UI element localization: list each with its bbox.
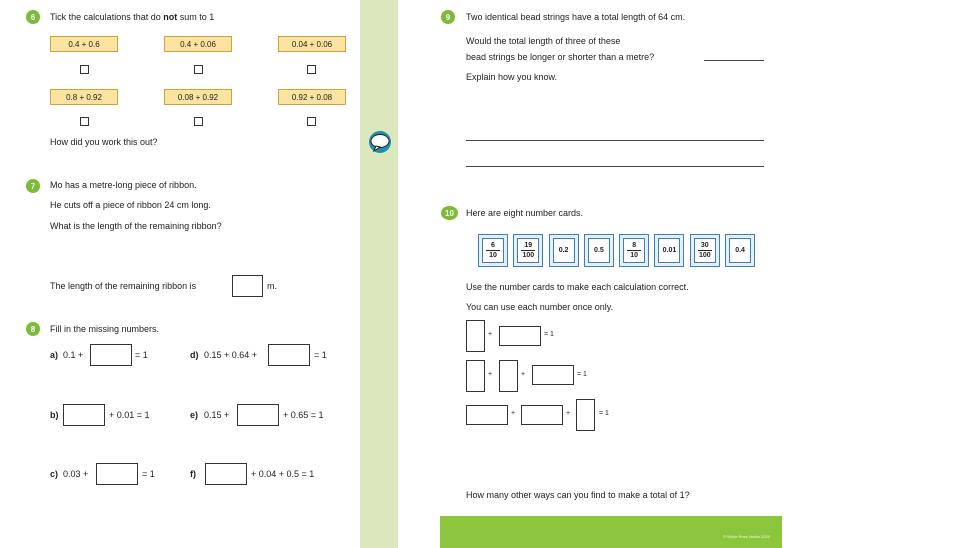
q6-prompt [50, 12, 214, 23]
card-face [588, 238, 610, 263]
q7-answer-unit: m. [267, 281, 277, 291]
plus-sign: + [511, 410, 516, 417]
answer-box-b[interactable] [63, 404, 105, 426]
q10-instruction-2: You can use each number once only. [466, 302, 614, 312]
q6-prompt-pre: Tick the calculations that do [50, 12, 164, 22]
card-denominator: 10 [489, 252, 497, 259]
q8-f-label: f) [190, 469, 196, 479]
plus-sign: + [488, 331, 493, 338]
answer-box-f[interactable] [205, 463, 247, 485]
q6-prompt-bold: not [163, 12, 178, 22]
calc-card: 0.92 + 0.08 [278, 89, 346, 105]
card-face [623, 238, 645, 263]
card-slot[interactable] [499, 326, 541, 346]
card-face [553, 238, 575, 263]
q8-d-label: d) [190, 350, 199, 360]
card-slot[interactable] [466, 360, 485, 392]
answer-box-d[interactable] [268, 344, 310, 366]
card-denominator: 10 [630, 252, 639, 259]
calc-card: 0.4 + 0.6 [50, 36, 118, 52]
card-value: 0.5 [594, 247, 604, 254]
explanation-line[interactable] [466, 166, 764, 167]
q8-c-post: = 1 [142, 469, 155, 479]
question-number-8: 8 [26, 322, 40, 336]
number-cards-row [478, 234, 755, 267]
q8-c-label: c) [50, 469, 59, 479]
number-card[interactable] [654, 234, 684, 267]
q8-a-post: = 1 [135, 350, 148, 360]
q8-a-label: a) [50, 350, 59, 360]
card-numerator: 6 [491, 242, 495, 249]
q9-line3: bead strings be longer or shorter than a metre? [466, 52, 655, 62]
answer-box-c[interactable] [96, 463, 138, 485]
card-slot[interactable] [466, 405, 508, 425]
plus-sign: + [521, 371, 526, 378]
q8-d-post: = 1 [314, 350, 327, 360]
card-slot[interactable] [521, 405, 563, 425]
answer-box-e[interactable] [237, 404, 279, 426]
q8-b-post: + 0.01 = 1 [109, 410, 150, 420]
copyright-text: © White Rose Maths 2020 [723, 534, 770, 539]
tick-checkbox[interactable] [194, 117, 203, 126]
number-card[interactable] [725, 234, 755, 267]
card-denominator: 100 [522, 252, 535, 259]
q9-line4: Explain how you know. [466, 72, 558, 82]
card-face [517, 238, 539, 263]
ribbon-answer-box[interactable] [232, 275, 263, 297]
calc-card: 0.4 + 0.06 [164, 36, 232, 52]
q10-followup: How many other ways can you find to make a total of 1? [466, 490, 690, 500]
answer-box-a[interactable] [90, 344, 132, 366]
explanation-line[interactable] [466, 140, 764, 141]
q7-line1: Mo has a metre-long piece of ribbon. [50, 180, 197, 190]
page-gutter [360, 0, 398, 548]
number-card[interactable] [549, 234, 579, 267]
q9-line2: Would the total length of three of these [466, 36, 621, 46]
card-face [482, 238, 504, 263]
card-numerator: 8 [632, 242, 637, 249]
tick-checkbox[interactable] [194, 65, 203, 74]
card-slot[interactable] [532, 365, 574, 385]
question-number-10: 10 [441, 206, 458, 220]
left-page [0, 0, 360, 548]
q8-e-pre: 0.15 + [204, 410, 230, 420]
equals-one: = 1 [544, 331, 554, 338]
q7-line3: What is the length of the remaining ribbon? [50, 221, 222, 231]
fraction-bar [486, 250, 500, 251]
card-face [694, 238, 716, 263]
q6-followup: How did you work this out? [50, 137, 158, 147]
number-card[interactable] [513, 234, 543, 267]
q7-answer-label: The length of the remaining ribbon is [50, 281, 197, 291]
calc-card: 0.8 + 0.92 [50, 89, 118, 105]
q8-f-post: + 0.04 + 0.5 = 1 [251, 469, 315, 479]
card-denominator: 100 [698, 252, 711, 259]
tick-checkbox[interactable] [80, 65, 89, 74]
fraction-bar [521, 250, 535, 251]
q8-e-post: + 0.65 = 1 [283, 410, 324, 420]
card-face [658, 238, 680, 263]
plus-sign: + [488, 371, 493, 378]
question-number-9: 9 [441, 10, 455, 24]
card-numerator: 19 [524, 242, 533, 249]
answer-line[interactable] [704, 60, 764, 61]
equals-one: = 1 [577, 371, 587, 378]
card-slot[interactable] [466, 320, 485, 352]
card-face [729, 238, 751, 263]
equals-one: = 1 [599, 410, 609, 417]
question-number-7: 7 [26, 179, 40, 193]
right-margin [782, 0, 975, 548]
tick-checkbox[interactable] [307, 117, 316, 126]
card-value: 0.4 [735, 247, 745, 254]
number-card[interactable] [619, 234, 649, 267]
calc-card: 0.04 + 0.06 [278, 36, 346, 52]
q8-c-pre: 0.03 + [63, 469, 89, 479]
q9-line1: Two identical bead strings have a total length of 64 cm. [466, 12, 686, 22]
q8-prompt: Fill in the missing numbers. [50, 324, 160, 334]
fraction-bar [627, 250, 641, 251]
q6-prompt-post: sum to 1 [177, 12, 215, 22]
q10-instruction-1: Use the number cards to make each calculation correct. [466, 282, 689, 292]
footer-bar [440, 516, 782, 548]
fraction-bar [698, 250, 712, 251]
calc-card: 0.08 + 0.92 [164, 89, 232, 105]
card-slot[interactable] [576, 399, 595, 431]
q7-line2: He cuts off a piece of ribbon 24 cm long. [50, 200, 211, 210]
tick-checkbox[interactable] [307, 65, 316, 74]
q8-b-label: b) [50, 410, 59, 420]
speech-bubble-icon [367, 130, 393, 156]
card-value: 0.01 [662, 247, 677, 254]
tick-checkbox[interactable] [80, 117, 89, 126]
q8-d-pre: 0.15 + 0.64 + [204, 350, 258, 360]
number-card[interactable] [584, 234, 614, 267]
card-value: 0.2 [558, 247, 569, 254]
number-card[interactable] [478, 234, 508, 267]
q8-e-label: e) [190, 410, 199, 420]
q10-intro: Here are eight number cards. [466, 208, 584, 218]
plus-sign: + [566, 410, 571, 417]
q8-a-pre: 0.1 + [63, 350, 84, 360]
card-slot[interactable] [499, 360, 518, 392]
right-page [398, 0, 782, 548]
question-number-6: 6 [26, 10, 40, 24]
number-card[interactable] [690, 234, 720, 267]
card-numerator: 30 [700, 242, 709, 249]
